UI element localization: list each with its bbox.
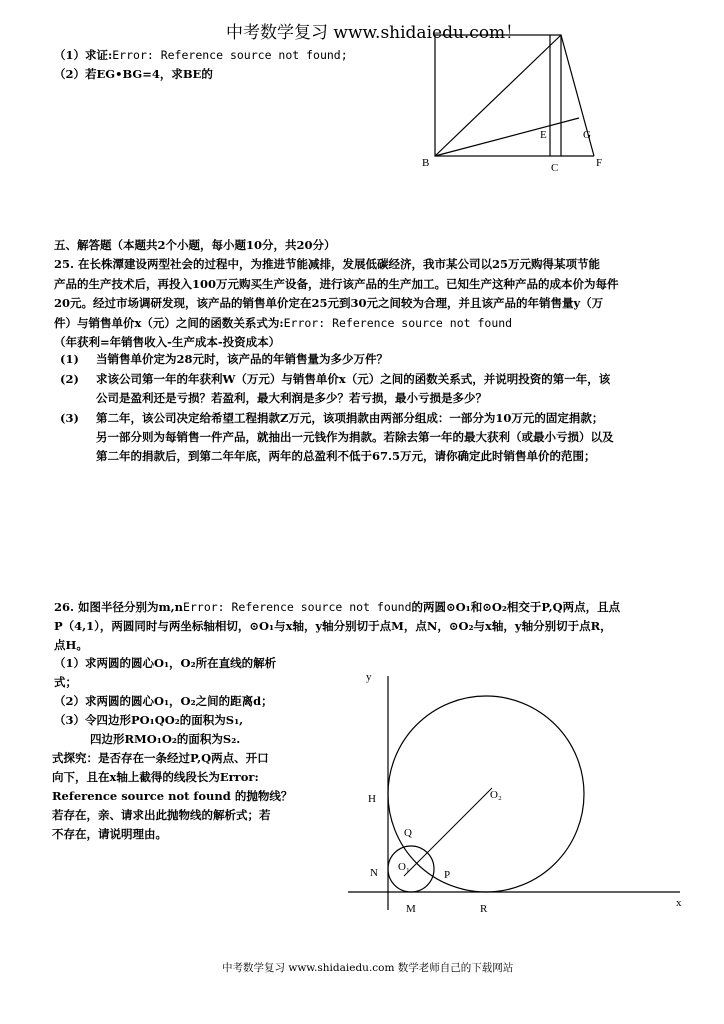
q26-left-line4: （3）令四边形PO₁QO₂的面积为S₁, (54, 713, 244, 727)
q24-part2: （2）若EG•BG=4，求BE的 (54, 67, 213, 81)
q25-sub1-number: (1) (60, 352, 79, 366)
q25-sub3-number: (3) (60, 411, 79, 425)
q25-line1: 25. 在长株潭建设两型社会的过程中，为推进节能减排，发展低碳经济，我市某公司以25万元购得某项节能 (54, 257, 601, 271)
q26-left-line1: （1）求两圆的圆心O₁，O₂所在直线的解析 (54, 656, 277, 670)
segment-bg (435, 118, 579, 156)
label-q: Q (404, 827, 412, 839)
q26-reference-error: Error: Reference source not found (183, 600, 412, 614)
q25-sub2-number: (2) (60, 372, 79, 386)
q26-left-line6: 式探究：是否存在一条经过P,Q两点、开口 (52, 751, 269, 765)
label-e: E (540, 129, 547, 141)
q24-reference-error: Error: Reference source not found; (112, 48, 348, 62)
label-x: x (676, 897, 682, 909)
label-r: R (480, 903, 488, 915)
label-m: M (406, 903, 416, 915)
q26-left-line10: 不存在，请说明理由。 (52, 827, 167, 841)
q25-line4 (54, 314, 676, 334)
q25-sub1: 当销售单价定为28元时，该产品的年销售量为多少万件？ (96, 352, 389, 366)
q24-geometry-figure (400, 30, 640, 180)
q25-sub3-line3: 第二年的捐款后，到第二年年底，两年的总盈利不低于67.5万元，请你确定此时销售单价的范围； (96, 449, 596, 463)
q26-circles-figure (340, 660, 700, 920)
label-g: G (583, 129, 591, 141)
q26-left-line2: 式； (54, 675, 77, 689)
label-c: C (551, 162, 559, 174)
page-footer: 中考数学复习 www.shidaiedu.com 数学老师自己的下载网站 (222, 962, 514, 974)
q25-sub2-line1: 求该公司第一年的年获利W（万元）与销售单价x（元）之间的函数关系式，并说明投资的第一年，该 (96, 372, 611, 386)
q26-left-line9: 若存在，亲、请求出此抛物线的解析式；若 (52, 808, 271, 822)
q24-part1 (54, 48, 348, 62)
q25-line2: 产品的生产技术后，再投入100万元购买生产设备，进行该产品的生产加工。已知生产这种产品的成本价为每件 (54, 276, 619, 291)
q26-line1-suffix: 的两圆⊙O₁和⊙O₂相交于P,Q两点，且点 (411, 600, 621, 614)
label-p: P (444, 869, 451, 881)
q25-line3: 20元。经过市场调研发现，该产品的销售单价定在25元到30元之间较为合理，并且该产品的年销售量y（万 (54, 296, 604, 310)
q25-line4-prefix: 件）与销售单价x（元）之间的函数关系式为: (54, 315, 284, 330)
q26-left-line3: （2）求两圆的圆心O₁，O₂之间的距离d； (54, 694, 273, 708)
q25-reference-error: Error: Reference source not found (283, 315, 513, 330)
q25-block (54, 255, 676, 353)
label-o2: O₂ (490, 789, 502, 801)
q26-line3: 点H。 (54, 638, 88, 652)
q26-left-line7: 向下，且在x轴上截得的线段长为Error: (52, 770, 259, 784)
q25-sub3-line2: 另一部分则为每销售一件产品，就抽出一元钱作为捐款。若除去第一年的最大获利（或最小亏损）以及 (96, 430, 614, 444)
label-h: H (368, 793, 376, 805)
q24-part1-prefix: （1）求证: (54, 48, 113, 62)
section5-heading: 五、解答题（本题共2个小题，每小题10分，共20分） (54, 238, 336, 252)
q25-sub3-line1: 第二年，该公司决定给希望工程捐款Z万元，该项捐款由两部分组成：一部分为10万元的固定捐款； (96, 411, 604, 425)
q26-line1 (54, 600, 620, 614)
page-header: 中考数学复习 www.shidaiedu.com！ (226, 23, 523, 43)
q26-line1-prefix: 26. 如图半径分别为m,n (54, 600, 184, 614)
q25-line5: （年获利=年销售收入-生产成本-投资成本） (54, 335, 281, 349)
label-f: F (596, 157, 603, 169)
label-o1: O₁ (398, 861, 410, 873)
q26-line2: P（4,1），两圆同时与两坐标轴相切，⊙O₁与x轴，y轴分别切于点M，点N，⊙O₂与x轴，y轴分别切于点R， (54, 619, 612, 633)
q26-left-line5: 四边形RMO₁O₂的面积为S₂. (90, 732, 241, 746)
q26-left-line8: Reference source not found 的抛物线？ (52, 789, 293, 803)
label-y: y (366, 671, 372, 683)
q25-sub2-line2: 公司是盈利还是亏损？若盈利，最大利润是多少？若亏损，最小亏损是多少？ (96, 391, 487, 405)
label-n: N (370, 867, 378, 879)
center-line-o1o2 (404, 788, 492, 876)
label-b: B (422, 157, 430, 169)
